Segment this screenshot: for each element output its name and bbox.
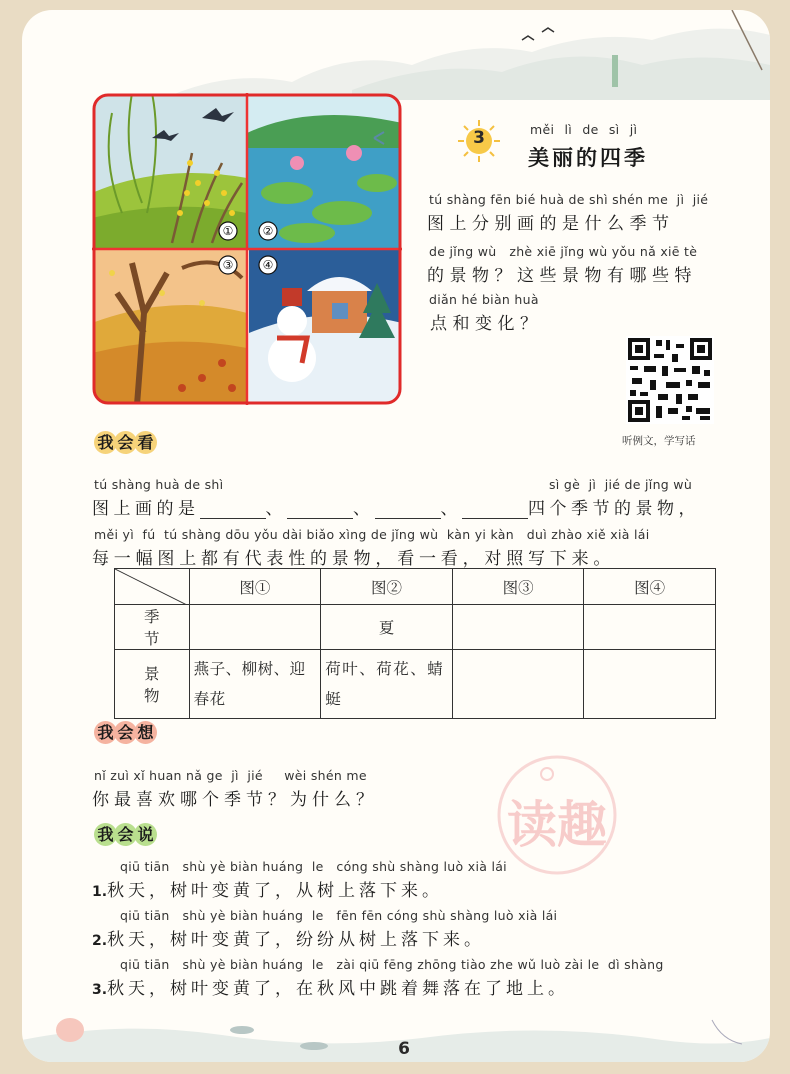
say-sentence-2: 2.秋天，树叶变黄了，纷纷从树上落下来。 <box>92 930 486 950</box>
question-text-3: 点和变化？ <box>430 314 543 334</box>
qr-caption: 听例文，学写话 <box>622 435 696 447</box>
look-pinyin-2: měi yì fú tú shàng dōu yǒu dài biǎo xìng de jǐng wù kàn yi kàn duì zhào xiě xià lái <box>94 527 650 542</box>
question-text-1: 图上分别画的是什么季节 <box>427 214 675 234</box>
pic-num-2: ② <box>262 224 274 238</box>
page-number: 6 <box>398 1039 410 1059</box>
cell-scenery-3[interactable] <box>452 650 584 719</box>
say-sentence-3: 3.秋天，树叶变黄了，在秋风中跳着舞落在了地上。 <box>92 979 570 999</box>
lesson-number-badge <box>458 120 500 166</box>
workbook-page <box>22 10 770 1062</box>
cell-scenery-4[interactable] <box>584 650 716 719</box>
say-pinyin-3: qiū tiān shù yè biàn huáng le zài qiū fēng zhōng tiào zhe wǔ luò zài le dì shàng <box>120 957 664 972</box>
cell-season-4[interactable] <box>584 605 716 650</box>
table-corner <box>115 569 190 605</box>
table-header-1: 图① <box>189 569 321 605</box>
lesson-number: 3 <box>473 128 485 148</box>
qr-code <box>626 336 714 424</box>
season-table <box>114 568 716 719</box>
lesson-title-pinyin: měi lì de sì jì <box>530 122 638 137</box>
svg-text:读趣: 读趣 <box>507 796 607 854</box>
four-seasons-illustration <box>92 93 402 405</box>
row-label-season: 季节 <box>115 605 190 650</box>
pic-num-4: ④ <box>262 258 274 272</box>
look-sentence-2: 每一幅图上都有代表性的景物，看一看，对照写下来。 <box>92 549 616 569</box>
question-pinyin-3: diǎn hé biàn huà <box>429 292 539 307</box>
section-say-header: 我 会 说 <box>90 821 158 847</box>
pic-num-1: ① <box>222 224 234 238</box>
think-question: 你最喜欢哪个季节？为什么？ <box>92 790 378 810</box>
table-header-3: 图③ <box>452 569 584 605</box>
section-look-header: 我 会 看 <box>90 429 158 455</box>
cell-season-3[interactable] <box>452 605 584 650</box>
say-pinyin-2: qiū tiān shù yè biàn huáng le fēn fēn cóng shù shàng luò xià lái <box>120 908 558 923</box>
table-header-4: 图④ <box>584 569 716 605</box>
say-pinyin-1: qiū tiān shù yè biàn huáng le cóng shù shàng luò xià lái <box>120 859 507 874</box>
look-pinyin-1b: sì gè jì jié de jǐng wù <box>549 477 693 492</box>
table-header-2: 图② <box>321 569 453 605</box>
cell-scenery-1[interactable]: 燕子、柳树、迎春花 <box>189 650 321 719</box>
lesson-title: 美丽的四季 <box>528 146 648 170</box>
answer-blank-2[interactable] <box>287 503 353 519</box>
section-think-header: 我 会 想 <box>90 719 158 745</box>
cell-season-2[interactable]: 夏 <box>321 605 453 650</box>
say-sentence-1: 1.秋天，树叶变黄了，从树上落下来。 <box>92 881 444 901</box>
answer-blank-1[interactable] <box>200 503 266 519</box>
cell-season-1[interactable] <box>189 605 321 650</box>
question-pinyin-2: de jǐng wù zhè xiē jǐng wù yǒu nǎ xiē tè <box>429 244 698 259</box>
look-pinyin-1a: tú shàng huà de shì <box>94 477 224 492</box>
question-text-2: 的景物？这些景物有哪些特 <box>427 266 697 286</box>
question-pinyin-1: tú shàng fēn bié huà de shì shén me jì jié <box>429 192 709 207</box>
row-label-scenery: 景物 <box>115 650 190 719</box>
landscape-decoration <box>172 10 770 100</box>
answer-blank-4[interactable] <box>462 503 528 519</box>
answer-blank-3[interactable] <box>375 503 441 519</box>
pic-num-3: ③ <box>222 258 234 272</box>
think-pinyin: nǐ zuì xǐ huan nǎ ge jì jié wèi shén me <box>94 768 367 783</box>
look-sentence-1: 图上画的是 、 、 、 四个季节的景物， <box>92 499 700 519</box>
cell-scenery-2[interactable]: 荷叶、荷花、蜻蜓 <box>321 650 453 719</box>
